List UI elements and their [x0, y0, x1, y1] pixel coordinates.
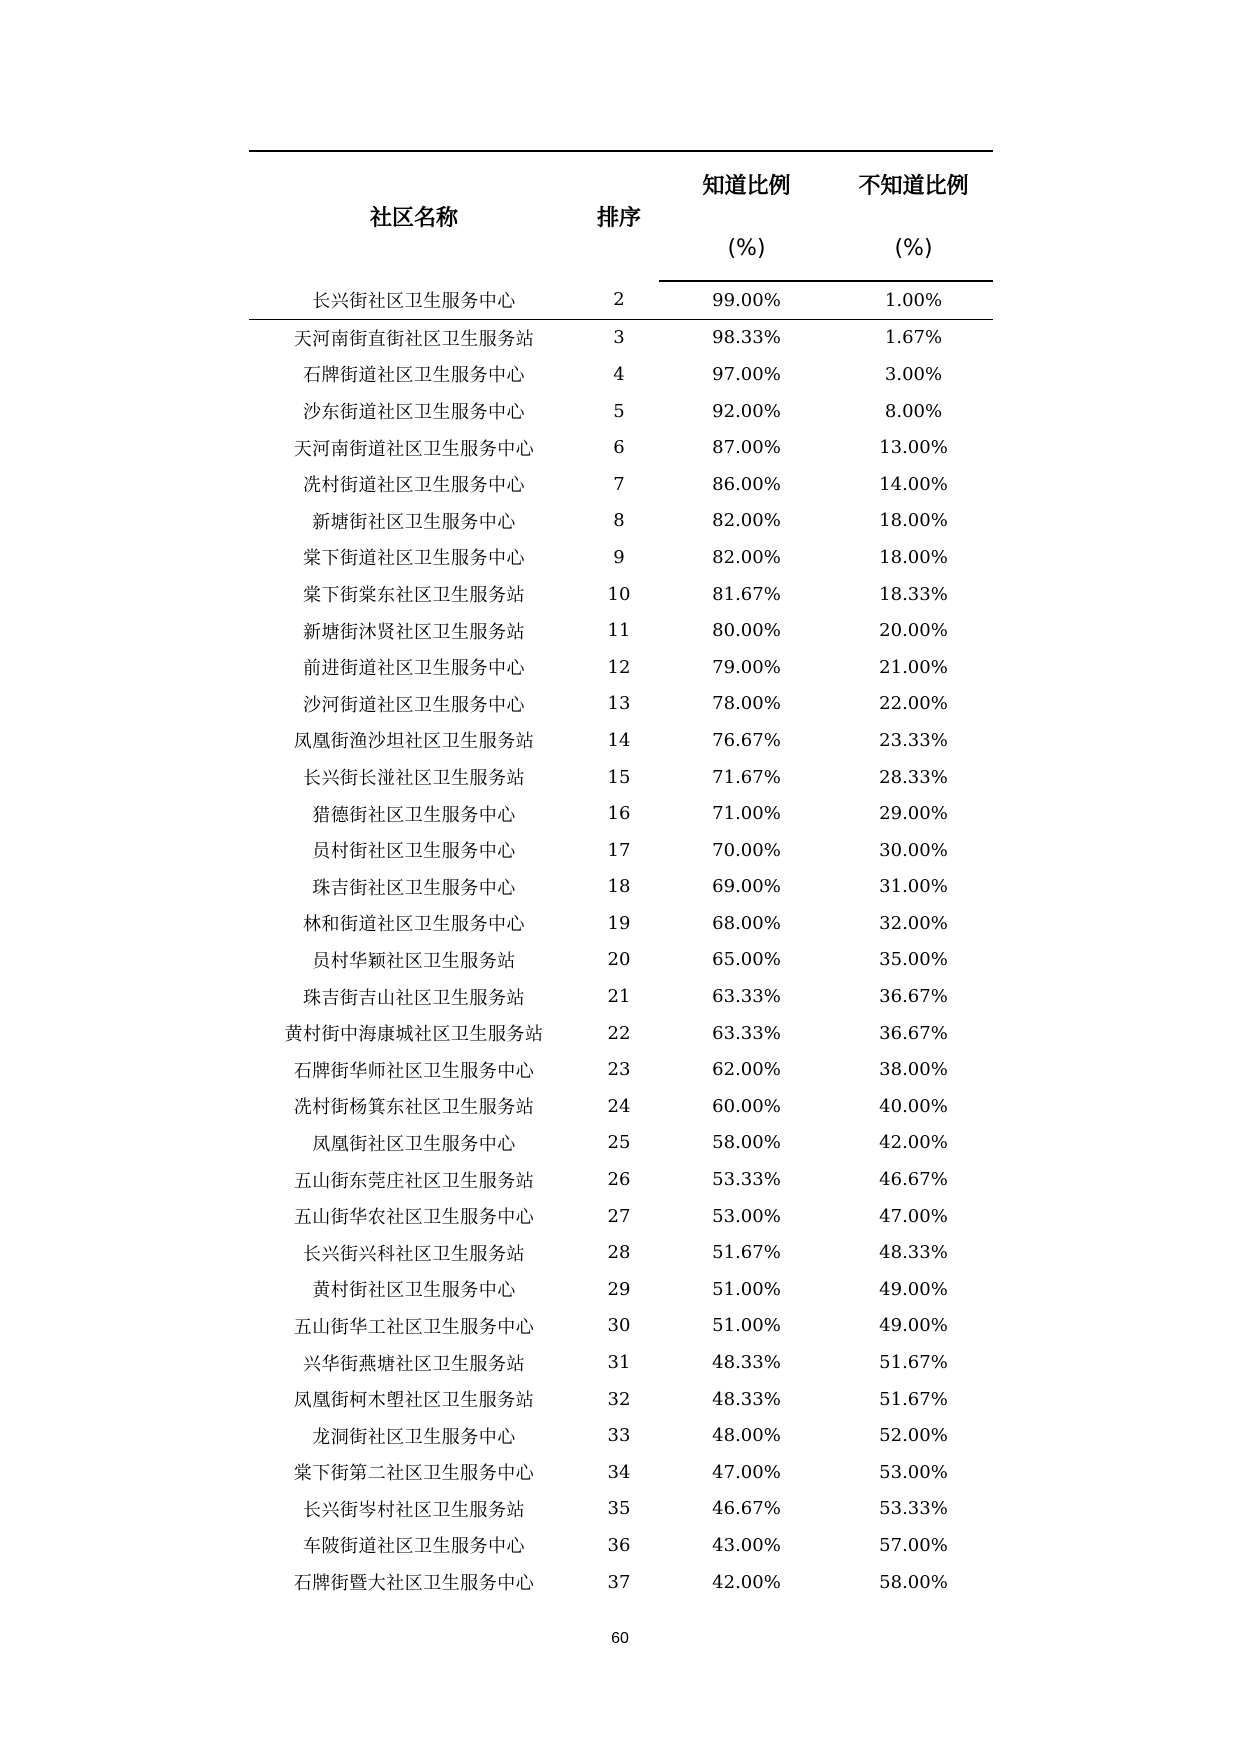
cell-name: 天河南街直街社区卫生服务站	[293, 328, 535, 350]
cell-rank: 11	[607, 620, 631, 642]
cell-unknown: 1.00%	[834, 281, 993, 319]
page-number: 60	[611, 1630, 629, 1647]
cell-rank: 36	[607, 1534, 631, 1556]
cell-know: 69.00%	[712, 876, 781, 898]
cell-unknown: 22.00%	[879, 693, 948, 715]
cell-unknown: 49.00%	[879, 1278, 948, 1300]
cell-rank: 23	[607, 1059, 631, 1081]
cell-name: 长兴街兴科社区卫生服务站	[303, 1243, 525, 1265]
cell-know: 82.00%	[712, 510, 781, 532]
cell-unknown: 3.00%	[884, 363, 943, 385]
table-container	[249, 150, 993, 1600]
cell-know: 70.00%	[712, 839, 781, 861]
cell-unknown: 20.00%	[879, 620, 948, 642]
table-row	[249, 905, 993, 942]
cell-rank: 20	[607, 949, 631, 971]
table-row	[249, 539, 993, 576]
cell-name: 龙洞街社区卫生服务中心	[312, 1426, 516, 1448]
table-row	[249, 281, 993, 319]
cell-know: 53.33%	[712, 1169, 781, 1191]
cell-know: 46.67%	[712, 1498, 781, 1520]
cell-know: 65.00%	[712, 949, 781, 971]
table-row	[249, 466, 993, 503]
cell-know: 58.00%	[712, 1132, 781, 1154]
cell-rank: 5	[613, 400, 625, 422]
table-row	[249, 649, 993, 686]
cell-rank: 33	[607, 1425, 631, 1447]
cell-name: 凤凰街社区卫生服务中心	[312, 1133, 516, 1155]
cell-know: 97.00%	[712, 363, 781, 385]
cell-rank: 16	[607, 803, 631, 825]
cell-know: 43.00%	[712, 1534, 781, 1556]
cell-name: 沙东街道社区卫生服务中心	[303, 402, 525, 424]
cell-know: 63.33%	[712, 1022, 781, 1044]
cell-rank: 24	[607, 1095, 631, 1117]
awareness-table	[249, 150, 993, 1600]
cell-know: 60.00%	[712, 1095, 781, 1117]
cell-name: 珠吉街吉山社区卫生服务站	[303, 987, 525, 1009]
table-row	[249, 1344, 993, 1381]
cell-name: 长兴街岑村社区卫生服务站	[303, 1499, 525, 1521]
cell-rank: 18	[607, 876, 631, 898]
header-rank: 排序	[579, 151, 659, 281]
cell-know: 78.00%	[712, 693, 781, 715]
cell-unknown: 46.67%	[879, 1169, 948, 1191]
cell-rank: 4	[613, 363, 625, 385]
header-know-unit: (%)	[659, 216, 834, 281]
table-row	[249, 1271, 993, 1308]
cell-unknown: 21.00%	[879, 656, 948, 678]
cell-name: 冼村街道社区卫生服务中心	[303, 475, 525, 497]
cell-unknown: 58.00%	[879, 1571, 948, 1593]
table-row	[249, 576, 993, 613]
cell-name: 珠吉街社区卫生服务中心	[312, 877, 516, 899]
cell-rank: 19	[607, 912, 631, 934]
cell-name: 沙河街道社区卫生服务中心	[303, 694, 525, 716]
cell-rank: 14	[607, 729, 631, 751]
cell-unknown: 52.00%	[879, 1425, 948, 1447]
cell-unknown: 40.00%	[879, 1095, 948, 1117]
cell-rank: 15	[607, 766, 631, 788]
cell-know: 62.00%	[712, 1059, 781, 1081]
cell-name: 新塘街沐贤社区卫生服务站	[303, 621, 525, 643]
cell-know: 53.00%	[712, 1205, 781, 1227]
cell-know: 68.00%	[712, 912, 781, 934]
header-row-top	[249, 151, 993, 216]
table-row	[249, 503, 993, 540]
table-row	[249, 832, 993, 869]
header-unknown: 不知道比例	[834, 151, 993, 216]
cell-rank: 8	[613, 510, 625, 532]
cell-unknown: 18.33%	[879, 583, 948, 605]
cell-rank: 21	[607, 986, 631, 1008]
cell-name: 五山街东莞庄社区卫生服务站	[293, 1170, 535, 1192]
cell-name: 石牌街华师社区卫生服务中心	[293, 1060, 535, 1082]
cell-unknown: 14.00%	[879, 473, 948, 495]
table-row	[249, 1527, 993, 1564]
table-body	[249, 281, 993, 1600]
table-row	[249, 1454, 993, 1491]
header-know: 知道比例	[659, 151, 834, 216]
cell-unknown: 36.67%	[879, 986, 948, 1008]
cell-rank: 12	[607, 656, 631, 678]
table-row	[249, 1051, 993, 1088]
cell-unknown: 30.00%	[879, 839, 948, 861]
cell-name: 五山街华农社区卫生服务中心	[293, 1207, 535, 1229]
cell-name: 棠下街第二社区卫生服务中心	[293, 1463, 535, 1485]
cell-rank: 32	[607, 1388, 631, 1410]
cell-name: 五山街华工社区卫生服务中心	[293, 1316, 535, 1338]
table-row	[249, 1308, 993, 1345]
table-row	[249, 356, 993, 393]
table-row	[249, 1564, 993, 1601]
cell-know: 98.33%	[712, 327, 781, 349]
table-row	[249, 942, 993, 979]
table-header	[249, 151, 993, 281]
cell-rank: 2	[579, 281, 659, 319]
cell-name: 兴华街燕塘社区卫生服务站	[303, 1353, 525, 1375]
cell-unknown: 29.00%	[879, 803, 948, 825]
table-row	[249, 393, 993, 430]
cell-know: 42.00%	[712, 1571, 781, 1593]
cell-rank: 17	[607, 839, 631, 861]
table-row	[249, 1088, 993, 1125]
cell-rank: 29	[607, 1278, 631, 1300]
cell-name: 冼村街杨箕东社区卫生服务站	[293, 1097, 535, 1119]
cell-name: 长兴街长湴社区卫生服务站	[303, 768, 525, 790]
cell-name: 前进街道社区卫生服务中心	[303, 658, 525, 680]
table-row	[249, 429, 993, 466]
cell-name: 棠下街道社区卫生服务中心	[303, 548, 525, 570]
cell-rank: 28	[607, 1242, 631, 1264]
cell-rank: 34	[607, 1461, 631, 1483]
cell-rank: 6	[613, 437, 625, 459]
table-row	[249, 1381, 993, 1418]
cell-unknown: 13.00%	[879, 437, 948, 459]
cell-name: 天河南街道社区卫生服务中心	[293, 438, 535, 460]
header-unknown-unit: (%)	[834, 216, 993, 281]
cell-unknown: 18.00%	[879, 546, 948, 568]
cell-rank: 7	[613, 473, 625, 495]
cell-know: 99.00%	[659, 281, 834, 319]
cell-name: 车陂街道社区卫生服务中心	[303, 1536, 525, 1558]
cell-unknown: 47.00%	[879, 1205, 948, 1227]
cell-rank: 31	[607, 1352, 631, 1374]
cell-rank: 30	[607, 1315, 631, 1337]
cell-name: 黄村街社区卫生服务中心	[312, 1280, 516, 1302]
table-row	[249, 978, 993, 1015]
cell-know: 81.67%	[712, 583, 781, 605]
table-row	[249, 612, 993, 649]
cell-unknown: 18.00%	[879, 510, 948, 532]
cell-unknown: 36.67%	[879, 1022, 948, 1044]
table-row	[249, 795, 993, 832]
table-row	[249, 686, 993, 723]
table-row	[249, 319, 993, 356]
cell-unknown: 49.00%	[879, 1315, 948, 1337]
cell-know: 71.00%	[712, 803, 781, 825]
cell-name: 凤凰街柯木塱社区卫生服务站	[293, 1390, 535, 1412]
cell-unknown: 8.00%	[884, 400, 943, 422]
cell-unknown: 53.00%	[879, 1461, 948, 1483]
table-row	[249, 869, 993, 906]
cell-know: 86.00%	[712, 473, 781, 495]
cell-know: 51.00%	[712, 1315, 781, 1337]
cell-know: 51.00%	[712, 1278, 781, 1300]
cell-know: 71.67%	[712, 766, 781, 788]
cell-unknown: 1.67%	[884, 327, 943, 349]
cell-name: 棠下街棠东社区卫生服务站	[303, 585, 525, 607]
cell-unknown: 32.00%	[879, 912, 948, 934]
table-row	[249, 722, 993, 759]
cell-rank: 22	[607, 1022, 631, 1044]
cell-know: 47.00%	[712, 1461, 781, 1483]
table-row	[249, 759, 993, 796]
cell-rank: 25	[607, 1132, 631, 1154]
cell-rank: 37	[607, 1571, 631, 1593]
cell-name: 长兴街社区卫生服务中心	[249, 281, 579, 319]
cell-unknown: 53.33%	[879, 1498, 948, 1520]
cell-unknown: 35.00%	[879, 949, 948, 971]
cell-name: 凤凰街渔沙坦社区卫生服务站	[293, 731, 535, 753]
cell-unknown: 42.00%	[879, 1132, 948, 1154]
cell-name: 新塘街社区卫生服务中心	[312, 511, 516, 533]
cell-know: 51.67%	[712, 1242, 781, 1264]
cell-know: 87.00%	[712, 437, 781, 459]
header-name: 社区名称	[249, 151, 579, 281]
cell-name: 林和街道社区卫生服务中心	[303, 914, 525, 936]
cell-name: 黄村街中海康城社区卫生服务站	[284, 1024, 544, 1046]
cell-know: 79.00%	[712, 656, 781, 678]
table-row	[249, 1491, 993, 1528]
cell-unknown: 38.00%	[879, 1059, 948, 1081]
cell-unknown: 48.33%	[879, 1242, 948, 1264]
cell-unknown: 51.67%	[879, 1352, 948, 1374]
table-row	[249, 1015, 993, 1052]
cell-rank: 10	[607, 583, 631, 605]
cell-unknown: 31.00%	[879, 876, 948, 898]
cell-know: 92.00%	[712, 400, 781, 422]
table-row	[249, 1125, 993, 1162]
table-row	[249, 1417, 993, 1454]
cell-unknown: 28.33%	[879, 766, 948, 788]
cell-know: 80.00%	[712, 620, 781, 642]
cell-know: 76.67%	[712, 729, 781, 751]
cell-unknown: 23.33%	[879, 729, 948, 751]
cell-rank: 35	[607, 1498, 631, 1520]
cell-unknown: 57.00%	[879, 1534, 948, 1556]
cell-know: 48.33%	[712, 1388, 781, 1410]
cell-rank: 9	[613, 546, 625, 568]
cell-unknown: 51.67%	[879, 1388, 948, 1410]
cell-rank: 27	[607, 1205, 631, 1227]
cell-name: 员村街社区卫生服务中心	[312, 841, 516, 863]
cell-name: 员村华颖社区卫生服务站	[312, 950, 516, 972]
cell-rank: 13	[607, 693, 631, 715]
cell-name: 猎德街社区卫生服务中心	[312, 804, 516, 826]
cell-rank: 3	[613, 327, 625, 349]
table-row	[249, 1234, 993, 1271]
cell-rank: 26	[607, 1169, 631, 1191]
table-row	[249, 1161, 993, 1198]
cell-know: 48.33%	[712, 1352, 781, 1374]
cell-know: 82.00%	[712, 546, 781, 568]
table-row	[249, 1198, 993, 1235]
cell-know: 63.33%	[712, 986, 781, 1008]
cell-name: 石牌街暨大社区卫生服务中心	[293, 1573, 535, 1595]
cell-name: 石牌街道社区卫生服务中心	[303, 365, 525, 387]
cell-know: 48.00%	[712, 1425, 781, 1447]
